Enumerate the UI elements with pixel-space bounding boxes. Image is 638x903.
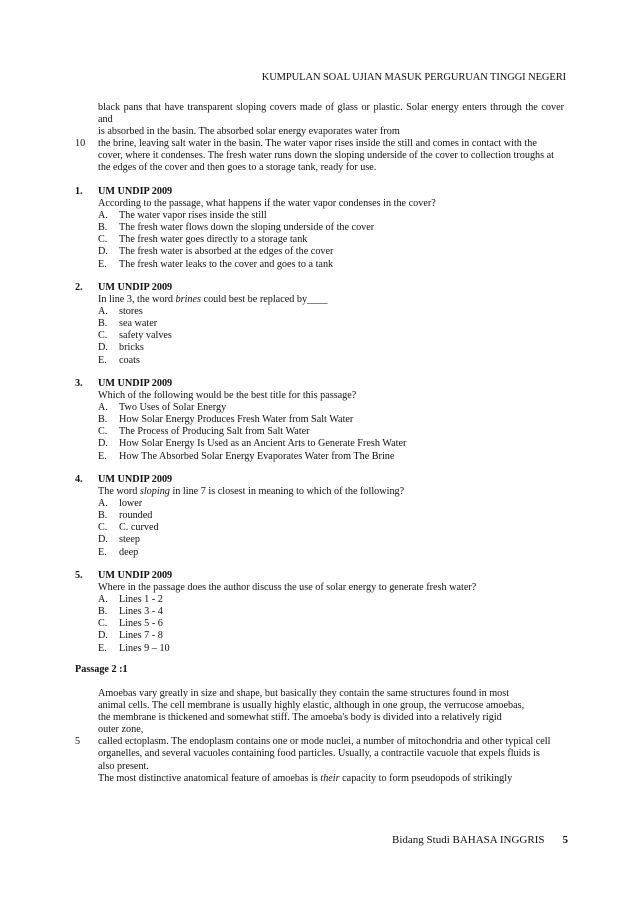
- option-d: [98, 246, 565, 258]
- passage-text: capacity to form pseudopods of strikingly: [339, 772, 513, 784]
- option-text: The water vapor rises inside the still: [119, 210, 267, 222]
- option-a: [98, 306, 565, 318]
- passage-line: the membrane is thickened and somewhat stiff. The amoeba's body is divided into a relatively rigid: [98, 712, 502, 724]
- option-letter: C.: [98, 426, 108, 438]
- option-letter: D.: [98, 342, 108, 354]
- option-letter: E.: [98, 258, 107, 270]
- option-letter: C.: [98, 234, 108, 246]
- passage-emphasis: their: [320, 772, 340, 784]
- question-5: [75, 570, 565, 655]
- passage-line: the edges of the cover and then goes to a storage tank, ready for use.: [98, 162, 377, 174]
- question-number: 2.: [75, 282, 83, 293]
- passage-text: The most distinctive anatomical feature of amoebas is: [98, 772, 321, 784]
- option-b: [98, 414, 565, 426]
- page-number: 5: [562, 834, 568, 846]
- passage-line: organelles, and several vacuoles containing food particles. Usually, a contractile vacuole that expels fluids is: [98, 748, 540, 760]
- option-d: [98, 534, 565, 546]
- option-text: The fresh water is absorbed at the edges of the cover: [119, 246, 334, 258]
- option-text: coats: [119, 354, 140, 366]
- option-e: [98, 259, 565, 271]
- option-text: deep: [119, 546, 139, 558]
- option-text: rounded: [119, 510, 153, 522]
- passage-line: also present.: [98, 760, 149, 772]
- option-text: How Solar Energy Produces Fresh Water from Salt Water: [119, 414, 354, 426]
- option-text: How Solar Energy Is Used as an Ancient Arts to Generate Fresh Water: [119, 438, 407, 450]
- passage-line: black pans that have transparent sloping covers made of glass or plastic. Solar energy enters through the cover and: [98, 102, 564, 126]
- question-source: UM UNDIP 2009: [98, 474, 173, 485]
- footer-subject: Bidang Studi BAHASA INGGRIS: [392, 834, 545, 846]
- option-text: Lines 3 - 4: [119, 606, 163, 618]
- question-source: UM UNDIP 2009: [98, 570, 173, 581]
- option-b: [98, 510, 565, 522]
- question-source: UM UNDIP 2009: [98, 282, 173, 293]
- option-text: safety valves: [119, 330, 172, 342]
- option-e: [98, 451, 565, 463]
- option-text: Lines 5 - 6: [119, 618, 163, 630]
- question-number: 5.: [75, 570, 83, 581]
- question-2: [75, 282, 565, 367]
- option-text: bricks: [119, 342, 144, 354]
- option-b: [98, 222, 565, 234]
- option-text: lower: [119, 498, 143, 510]
- option-letter: E.: [98, 354, 107, 366]
- passage-1: [98, 102, 564, 175]
- passage-line: animal cells. The cell membrane is usually highly elastic, although in one group, the verrucose amoebas,: [98, 700, 525, 712]
- question-4: [75, 474, 565, 559]
- prompt-text: in line 7 is closest in meaning to which of the following?: [169, 486, 405, 498]
- option-letter: C.: [98, 330, 108, 342]
- option-a: [98, 594, 565, 606]
- option-letter: D.: [98, 630, 108, 642]
- passage-line: the brine, leaving salt water in the basin. The water vapor rises inside the still and comes in contact with the: [98, 138, 537, 150]
- question-3: [75, 378, 565, 463]
- option-b: [98, 606, 565, 618]
- option-a: [98, 498, 565, 510]
- prompt-text: In line 3, the word: [98, 294, 176, 306]
- option-e: [98, 547, 565, 559]
- option-b: [98, 318, 565, 330]
- question-prompt: According to the passage, what happens if the water vapor condenses in the cover?: [98, 198, 436, 210]
- option-letter: B.: [98, 318, 108, 330]
- option-c: [98, 330, 565, 342]
- option-text: Two Uses of Solar Energy: [119, 402, 227, 414]
- prompt-emphasis: sloping: [139, 486, 170, 498]
- passage-line: outer zone,: [98, 724, 144, 736]
- prompt-text: could best be replaced by____: [201, 294, 328, 306]
- passage-line: cover, where it condenses. The fresh water runs down the sloping underside of the cover to collection troughs at: [98, 150, 555, 162]
- passage-line: [98, 773, 564, 785]
- question-1: [75, 186, 565, 271]
- option-letter: A.: [98, 306, 108, 318]
- option-text: The fresh water flows down the sloping underside of the cover: [119, 222, 375, 234]
- prompt-emphasis: brines: [175, 294, 201, 306]
- option-text: sea water: [119, 318, 158, 330]
- option-letter: A.: [98, 210, 108, 222]
- option-d: [98, 342, 565, 354]
- option-d: [98, 630, 565, 642]
- passage-line: called ectoplasm. The endoplasm contains one or mode nuclei, a number of mitochondria and other typical cell: [98, 736, 551, 748]
- question-prompt: Which of the following would be the best title for this passage?: [98, 390, 357, 402]
- question-prompt: [98, 294, 565, 306]
- option-text: How The Absorbed Solar Energy Evaporates Water from The Brine: [119, 450, 395, 462]
- option-letter: D.: [98, 534, 108, 546]
- option-text: The fresh water goes directly to a storage tank: [119, 234, 308, 246]
- option-d: [98, 438, 565, 450]
- line-number: 5: [75, 736, 81, 747]
- option-letter: D.: [98, 438, 108, 450]
- option-e: [98, 643, 565, 655]
- option-text: steep: [119, 534, 140, 546]
- option-c: [98, 426, 565, 438]
- option-c: [98, 522, 565, 534]
- option-letter: A.: [98, 498, 108, 510]
- option-letter: E.: [98, 642, 107, 654]
- option-letter: B.: [98, 510, 108, 522]
- question-number: 4.: [75, 474, 83, 485]
- option-text: Lines 7 - 8: [119, 630, 163, 642]
- question-source: UM UNDIP 2009: [98, 378, 173, 389]
- option-c: [98, 618, 565, 630]
- passage-2-label: Passage 2 :1: [75, 664, 128, 675]
- question-source: UM UNDIP 2009: [98, 186, 173, 197]
- option-letter: C.: [98, 618, 108, 630]
- option-e: [98, 355, 565, 367]
- option-letter: B.: [98, 222, 108, 234]
- line-number: 10: [75, 138, 86, 149]
- option-letter: B.: [98, 606, 108, 618]
- option-text: Lines 9 – 10: [119, 642, 170, 654]
- passage-line: Amoebas vary greatly in size and shape, but basically they contain the same structures found in most: [98, 688, 510, 699]
- option-letter: C.: [98, 522, 108, 534]
- option-text: The fresh water leaks to the cover and goes to a tank: [119, 258, 334, 270]
- option-text: Lines 1 - 2: [119, 594, 163, 606]
- question-prompt: [98, 486, 565, 498]
- option-letter: B.: [98, 414, 108, 426]
- question-number: 1.: [75, 186, 83, 197]
- option-c: [98, 234, 565, 246]
- page-header-title: KUMPULAN SOAL UJIAN MASUK PERGURUAN TINGGI NEGERI: [261, 72, 566, 83]
- option-letter: A.: [98, 594, 108, 606]
- passage-2: [98, 688, 564, 785]
- option-text: The Process of Producing Salt from Salt Water: [119, 426, 310, 438]
- option-a: [98, 210, 565, 222]
- option-letter: E.: [98, 546, 107, 558]
- question-prompt: Where in the passage does the author discuss the use of solar energy to generate fresh water?: [98, 582, 477, 594]
- option-text: C. curved: [119, 522, 159, 534]
- option-letter: A.: [98, 402, 108, 414]
- page-footer: [392, 834, 568, 846]
- option-text: stores: [119, 306, 143, 318]
- option-letter: E.: [98, 450, 107, 462]
- option-letter: D.: [98, 246, 108, 258]
- option-a: [98, 402, 565, 414]
- prompt-text: The word: [98, 486, 140, 498]
- question-number: 3.: [75, 378, 83, 389]
- passage-line: is absorbed in the basin. The absorbed solar energy evaporates water from: [98, 126, 400, 138]
